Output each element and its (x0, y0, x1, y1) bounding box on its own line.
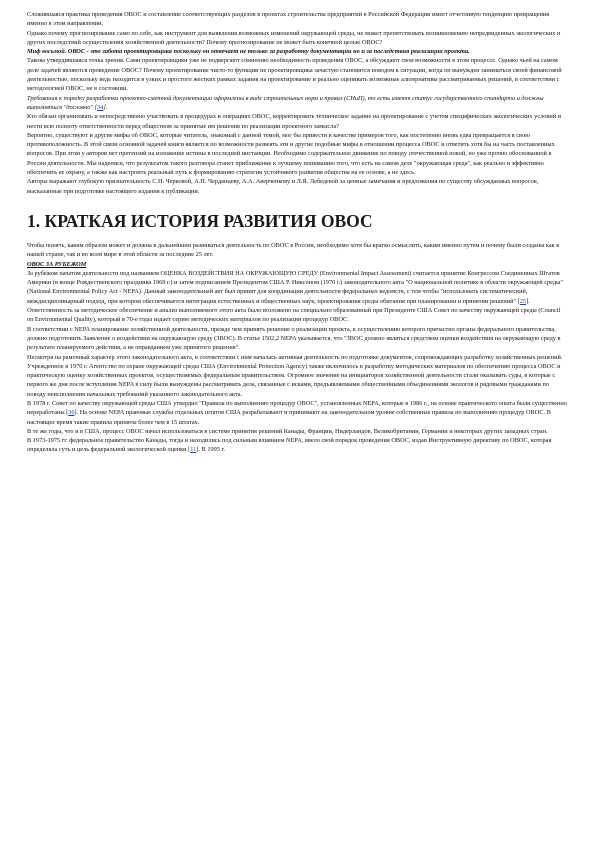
quote-paragraph (27, 94, 567, 113)
paragraph-text: В 1978 г. Совет по качеству окружающей среды США утвердил "Правила по выполнению процедур ОВОС", установленных NEPA, которые в 1986 г., на основе практического опыта были существенно переработаны [ (27, 399, 567, 417)
paragraph: Вероятно, существуют и другие мифы об ОВОС, которые читатель, знакомый с данной темой, мог бы привести в качестве примеров того, как постепенно вновь едва превращается в свою противоположность. В этой связи основной задачей книги является по возможности развеять эти и другие подобные мифы в отношении процесса ОВОС и ответить хотя бы на часть поставленных вопросов. При этом у авторов нет претензий на изложение истины в последней инстанции. Необходимо содержательное движение по поводу отечественной новой, но уже прочно обоснованной в России деятельности. Мы надеемся, что результатом такого разговора станет приближение к лучшему пониманию того, что есть на самом деле "окружающая среда", как реально и эффективно обеспечить ее охрану, а также как настроить реальный путь к формированию стратегии устойчивого развития общества на ее основе, а не здесь. (27, 131, 555, 177)
paragraph: Ответственность за методическое обеспечение и анализ выполняемого этого акта было возложено на специально образованный при Президенте США Совет по качеству окружающей среды (Council on Environmental Quality), который в 70-е годы издает серию методических материалов по реализации процедур ОВОС. (27, 307, 561, 324)
paragraph: Несмотря на рамочный характер этого законодательного акта, в соответствии с ним началась активная деятельность по подготовке документов, сопровождающих разработку хозяйственных решений. Учрежденное в 1970 г. Агентство по охране окружающей среды США (Environmental Protection Agency) также включилось в разработку методических материалов по обеспечению процесса ОВОС и практическую оценку хозяйственных проектов, осуществляемых федеральным правительством. Огромное значение на инициаторов хозяйственной деятельности стали оказывать суды, в которые с первого же дня после вступления NEPA в силу были вынуждены рассматривать дела, связанные с исками, предъявляемыми общественными объединениями экологов и рядовыми гражданами по поводу неисполнения начальных требований указанного законодательного акта. (27, 353, 563, 398)
paragraph: Однако почему прогнозирование само по себе, как инструмент для выявления возможных изменений окружающей среды, не может препятствовать возникновению непредвиденных экологических и других последствий осуществления хозяйственной деятельности? Почему прогнозирование не может быть конечной целью ОВОС? (27, 29, 561, 46)
reference-link[interactable]: 36 (68, 409, 75, 417)
reference-link[interactable]: 11 (190, 446, 197, 454)
paragraph-text-end: ]. В 1995 г. (196, 446, 225, 454)
quote-text-end: ]. (103, 103, 108, 111)
paragraph (27, 399, 567, 427)
paragraph: Такова утвердившаяся точка зрения. Сами проектировщики уже не подвергают сомнению необходимость проведения ОВОС, а обсуждают свои возможности в этом процессе. Однако чьей на самом деле задачей являются проведение ОВОС? Почему проектирование чисто-то функции не проектировщика зачастую становится поводом к ситуации, когда он вынужден заниматься своей финансовой деятельностью, поскольку ведь находится в узких и простого жестких рамках задания на проектирование и реально оценивать возможные альтернативы рассматриваемых решений, в соответствии с методологией ОВОС, не в состоянии. (27, 57, 562, 93)
chapter-heading: 1. КРАТКАЯ ИСТОРИЯ РАЗВИТИЯ ОВОС (27, 210, 373, 231)
paragraph: В те же годы, что и в США, процесс ОВОС начал использоваться в системе принятия решений Канады, Франции, Нидерландов, Великобритании, Германии и некоторых других западных стран. (27, 427, 548, 435)
reference-link[interactable]: 25 (519, 297, 527, 305)
paragraph: Сложившаяся практика проведения ОВОС и составление соответствующих разделов в проектах строительства предприятий в Российской Федерации имеет отчетливую тенденцию превращения именно в этом направлении. (27, 11, 550, 28)
acknowledgements: Авторы выражают глубокую признательность С.Н. Черковой, А.П. Черданцеву, А.А. Аверченкову и Л.Я. Лебедевой за ценные замечания и предложения по существу обсуждаемых вопросов, высказанные при подготовке настоящего издания к публикации. (27, 178, 539, 195)
paragraph-text: В 1973-1975 гг. федеральное правительство Канады, тогда и находились под сильным влиянием NEPA, ввело свой порядок проведения ОВОС, издав Инструктивную директиву по ОВОС, которая определяла суть и цель федеральной экологической оценки [ (27, 437, 552, 454)
paragraph (27, 436, 567, 455)
quote-text: Требования к порядку разработки проектно-сметной документации оформлены в виде строительных норм и правил (СНиП), то есть имеют статус государственного стандарта и должны выполняться "дословно" [ (27, 94, 544, 111)
paragraph: Чтобы понять, каким образом может и должна в дальнейшем развиваться деятельность по ОВОС в России, необходимо хотя бы кратко осмыслить, каким именно путем и почему были созданы как в нашей стране, так и во всем мире в этой области за последние 25 лет. (27, 241, 560, 259)
paragraph-text: За рубежом начатом деятельности под названием ОЦЕНКА ВОЗДЕЙСТВИЯ НА ОКРУЖАЮЩУЮ СРЕДУ (Environmental Impact Assessment) считается принятие Конгрессом Соединенных Штатов Америки (в конце Рождественского праздника 1969 г.) и затем подписанием Президентом США Р. Никсоном (1970 г.) законодательного акта "О национальной политике в области окружающей среды" (National Environmental Policy Act - NEPA). Данный законодательный акт был принят для координации деятельности федеральных ведомств, с тем чтобы "использовать систематический, междисциплинарный подход, при котором обеспечивается интеграция естественных и общественных наук, проектирования среды обитания при планировании и принятии решений" [ (27, 269, 563, 305)
section-subheading: ОВОС ЗА РУБЕЖОМ (27, 260, 87, 268)
document-page (27, 10, 567, 455)
paragraph-text-end: ]. На основе NEPA правовые службы отдельных штатов США разрабатывают и принимают на законодательном уровне собственные правила по выполнению процедур ОВОС. В настоящее время такие правила приняты более чем в 15 штатах. (27, 409, 551, 426)
paragraph: Кто обязан организовать и непосредственно участвовать в процедурах и операциях ОВОС, корректировать техническое задание на проектирование с учетом специфических экологических условий и нести всю полноту ответственности перед обществом за принятые им решения по реализации проектного замысла? (27, 113, 562, 130)
reference-link[interactable]: 34 (97, 103, 104, 111)
paragraph (27, 269, 567, 306)
myth-statement: Миф восьмой. ОВОС - это забота проектировщика поскольку он отвечает не только за разработку документации но и за последствия реализации проекта. (27, 48, 470, 56)
paragraph-text-end: ]. (526, 297, 530, 305)
paragraph: В соответствии с NEPA планирование хозяйственной деятельности, прежде чем принять решение о реализации проекта, к осуществлению которого причастно органы федерального правительства, должно подготовить Заявление о воздействии на окружающую среду (ЗВОС). В статье 1502,2 NEPA указывается, что "ЗВОС должно являться средством оценки воздействия на окружающую среду в результате планируемого действия, а не оправданием уже принятого решения". (27, 325, 561, 352)
